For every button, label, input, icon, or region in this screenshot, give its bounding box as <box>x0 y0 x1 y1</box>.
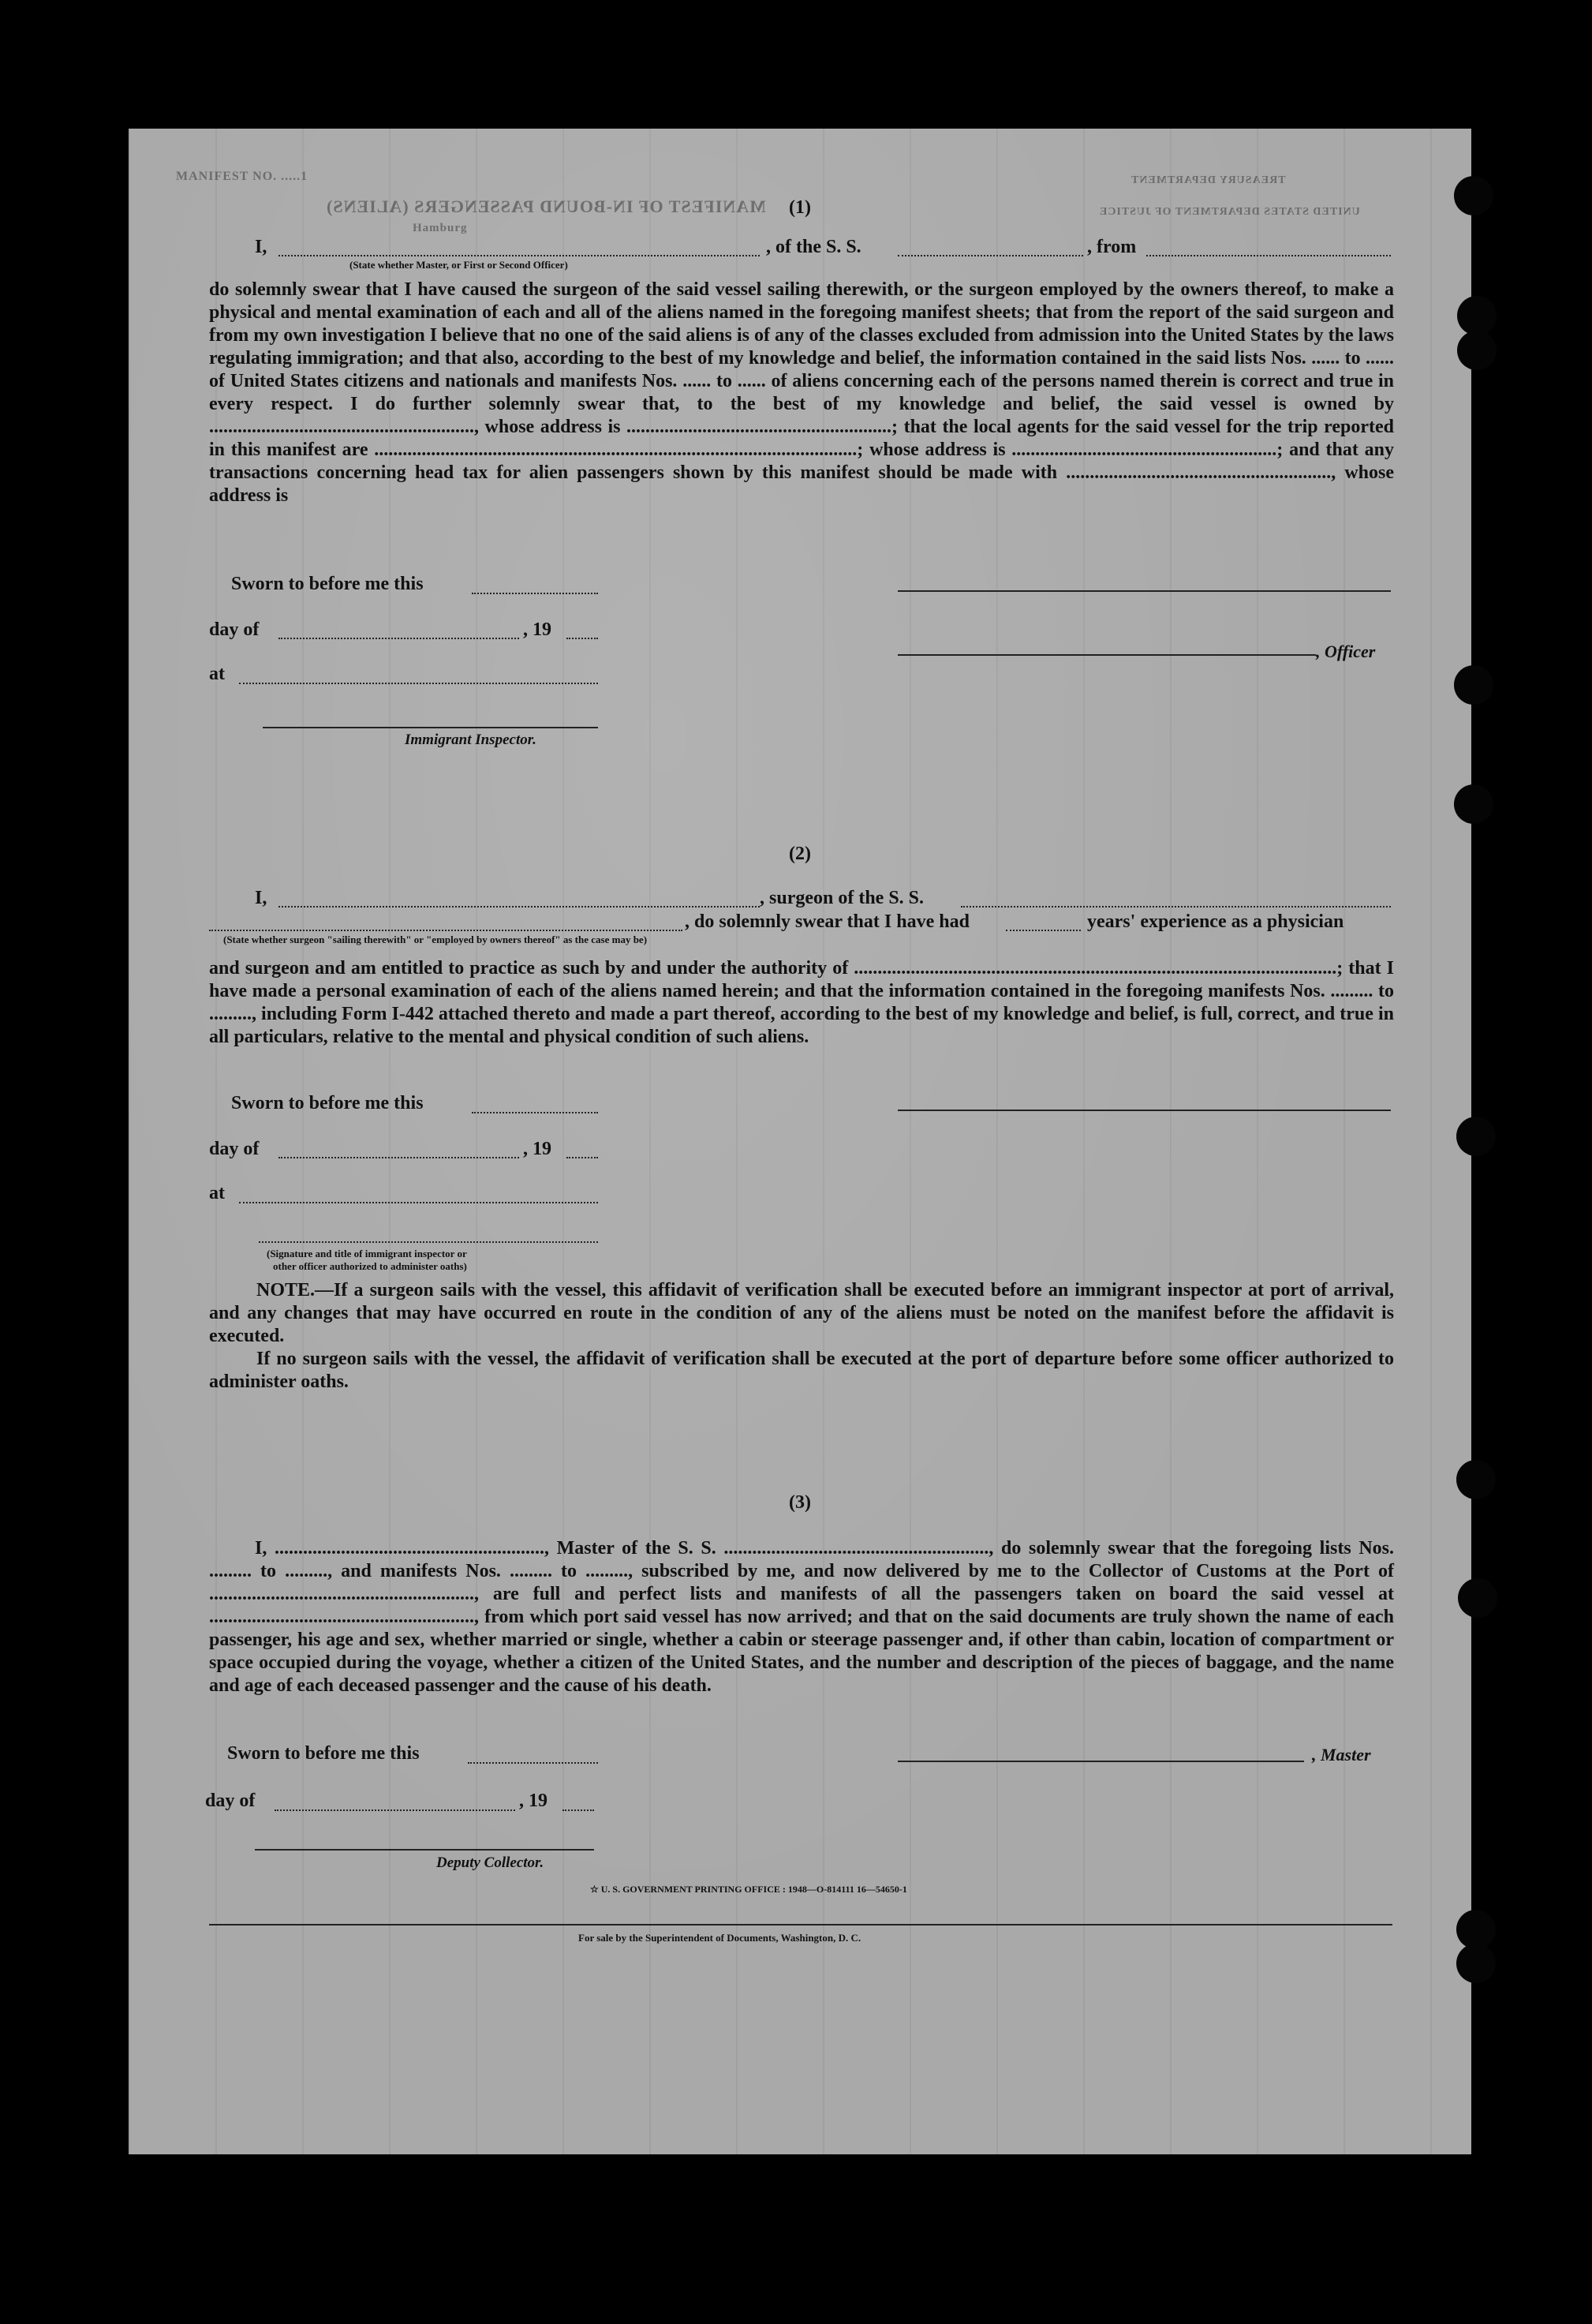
section-3-number: (3) <box>789 1492 811 1513</box>
officer-label: , Officer <box>1316 642 1376 661</box>
binder-hole <box>1454 665 1493 705</box>
section-1-from: , from <box>1087 237 1137 257</box>
surgeon-signature-line <box>898 1110 1391 1111</box>
section-3-year-line <box>562 1809 594 1811</box>
section-1-at: at <box>209 664 225 684</box>
printing-office-imprint: ☆ U. S. GOVERNMENT PRINTING OFFICE : 1948—O-814111 16—54650-1 <box>590 1884 907 1895</box>
surgeon-name-line <box>278 906 760 908</box>
section-2-at: at <box>209 1183 225 1203</box>
section-1-i: I, <box>255 237 267 257</box>
section-2-oath-text: and surgeon and am entitled to practice as such by and under the authority of ......................................................................................................; that I have made a personal examination of each of the aliens named herein; and that the information contained in the foregoing manifests Nos. ......... to ........., including Form I-442 attached thereto and made a part thereof, according to the best of my knowledge and belief, is full, correct, and true in all particulars, relative to the mental and physical condition of such aliens. <box>209 958 1394 1047</box>
binder-hole <box>1454 176 1493 215</box>
section-1-at-line <box>239 683 598 684</box>
master-signature-line <box>898 1761 1304 1762</box>
section-2-signature-line <box>259 1241 598 1243</box>
deputy-collector-label: Deputy Collector. <box>436 1854 544 1871</box>
manifest-sheet <box>129 129 1471 2154</box>
section-1-number: (1) <box>789 197 811 218</box>
section-2-at-line <box>239 1202 598 1203</box>
section-2-surgeon-of: , surgeon of the S. S. <box>760 888 925 908</box>
ghost-manifest-number: MANIFEST NO. .....1 <box>176 170 308 183</box>
section-1-day-line <box>278 638 519 639</box>
master-label: , Master <box>1312 1745 1371 1765</box>
ghost-reversed-title: MANIFEST OF IN-BOUND PASSENGERS (ALIENS) <box>326 196 766 216</box>
section-2-number: (2) <box>789 844 811 864</box>
section-1-year-line <box>566 638 598 639</box>
signature-note-1: (Signature and title of immigrant inspector or <box>267 1248 467 1259</box>
immigrant-inspector-label: Immigrant Inspector. <box>405 732 536 748</box>
ghost-treasury: TREASURY DEPARTMENT <box>1130 174 1286 186</box>
surgeon-vessel-line <box>961 906 1391 908</box>
binder-hole <box>1457 331 1497 370</box>
section-2-sworn: Sworn to before me this <box>231 1093 424 1113</box>
from-port-line <box>1146 255 1391 256</box>
surgeon-type-line <box>209 930 682 931</box>
ghost-justice: UNITED STATES DEPARTMENT OF JUSTICE <box>1099 206 1360 218</box>
officer-type-note: (State whether Master, or First or Second Officer) <box>349 259 568 271</box>
years-line <box>1006 930 1081 931</box>
binder-hole <box>1454 784 1493 824</box>
section-2-year-line <box>566 1157 598 1158</box>
section-1-year: , 19 <box>523 619 551 640</box>
binder-hole <box>1457 296 1497 335</box>
section-3-sworn-line <box>468 1762 598 1764</box>
section-2-years: years' experience as a physician <box>1087 911 1344 932</box>
binder-hole <box>1456 1944 1496 1983</box>
officer-name-line <box>278 255 760 256</box>
officer-title-line <box>898 654 1316 656</box>
collector-signature-line <box>255 1849 594 1851</box>
section-1-sworn: Sworn to before me this <box>231 574 424 594</box>
section-3-day-line <box>275 1809 515 1811</box>
sale-notice: For sale by the Superintendent of Documents, Washington, D. C. <box>578 1932 861 1944</box>
binder-hole <box>1458 1578 1497 1618</box>
section-1-of-ss: , of the S. S. <box>766 237 861 257</box>
section-2-day-line <box>278 1157 519 1158</box>
section-2-year: , 19 <box>523 1139 551 1159</box>
section-3-day-of: day of <box>205 1791 256 1811</box>
section-2-i: I, <box>255 888 267 908</box>
footer-rule <box>209 1924 1392 1925</box>
section-2-sworn-line <box>472 1112 598 1113</box>
section-1-oath-text: do solemnly swear that I have caused the surgeon of the said vessel sailing therewith, or the surgeon employed by the owners thereof, to make a physical and mental examination of each and all of the aliens named in the foregoing manifest sheets; that from the report of the said surgeon and from my own investigation I believe that no one of the said aliens is of any of the classes excluded from admission into the United States by the laws regulating immigration; and that also, according to the best of my knowledge and belief, the information contained in the said lists Nos. ...... to ...... of United States citizens and nationals and manifests Nos. ...... to ...... of aliens concerning each of the persons named therein is correct and true in every respect. I do further solemnly swear that, to the best of my knowledge and belief, the said vessel is owned by ........................................................, whose address is ........................................................; that the local agents for the said vessel for the trip reported in this manifest are ......................................................................................................; whose address is ........................................................; and that any transactions concerning head tax for alien passengers shown by this manifest should be made with ........................................................, whose address is <box>209 279 1394 506</box>
surgeon-type-note: (State whether surgeon "sailing therewith" or "employed by owners thereof" as the case may be) <box>223 934 648 945</box>
vessel-name-line <box>898 255 1083 256</box>
signature-note-2: other officer authorized to administer oaths) <box>273 1260 467 1272</box>
inspector-signature-line <box>263 727 598 728</box>
section-2-note-1: NOTE.—If a surgeon sails with the vessel, this affidavit of verification shall be executed before an immigrant inspector at port of arrival, and any changes that may have occurred en route in the condition of any of the aliens must be noted on the manifest before the affidavit is executed. <box>209 1280 1394 1346</box>
section-1-day-of: day of <box>209 619 260 640</box>
section-3-year: , 19 <box>519 1791 547 1811</box>
section-2-note-2: If no surgeon sails with the vessel, the affidavit of verification shall be executed at the port of departure before some officer authorized to administer oaths. <box>209 1349 1394 1392</box>
section-2-day-of: day of <box>209 1139 260 1159</box>
section-2-swear-line: , do solemnly swear that I have had <box>685 911 970 932</box>
binder-hole <box>1456 1117 1496 1156</box>
ghost-hamburg: Hamburg <box>413 222 468 234</box>
officer-signature-line <box>898 590 1391 592</box>
section-3-sworn: Sworn to before me this <box>227 1743 420 1764</box>
section-1-sworn-line <box>472 593 598 594</box>
binder-hole <box>1456 1460 1496 1499</box>
section-3-oath-text: I, ........................................................., Master of the S. S. ........................................................, do solemnly swear that the foregoing lists Nos. ......... to ........., and manifests Nos. ......... to ........., subscribed by me, and now delivered by me to the Collector of Customs at the Port of ........................................................, are full and perfect lists and manifests of all the passengers taken on board the said vessel at ........................................................, from which port said vessel has now arrived; and that on the said documents are truly shown the name of each passenger, his age and sex, whether married or single, whether a cabin or steerage passenger and, if other than cabin, location of compartment or space occupied during the voyage, whether a citizen of the United States, and the number and description of the pieces of baggage, and the name and age of each deceased passenger and the cause of his death. <box>209 1538 1394 1696</box>
